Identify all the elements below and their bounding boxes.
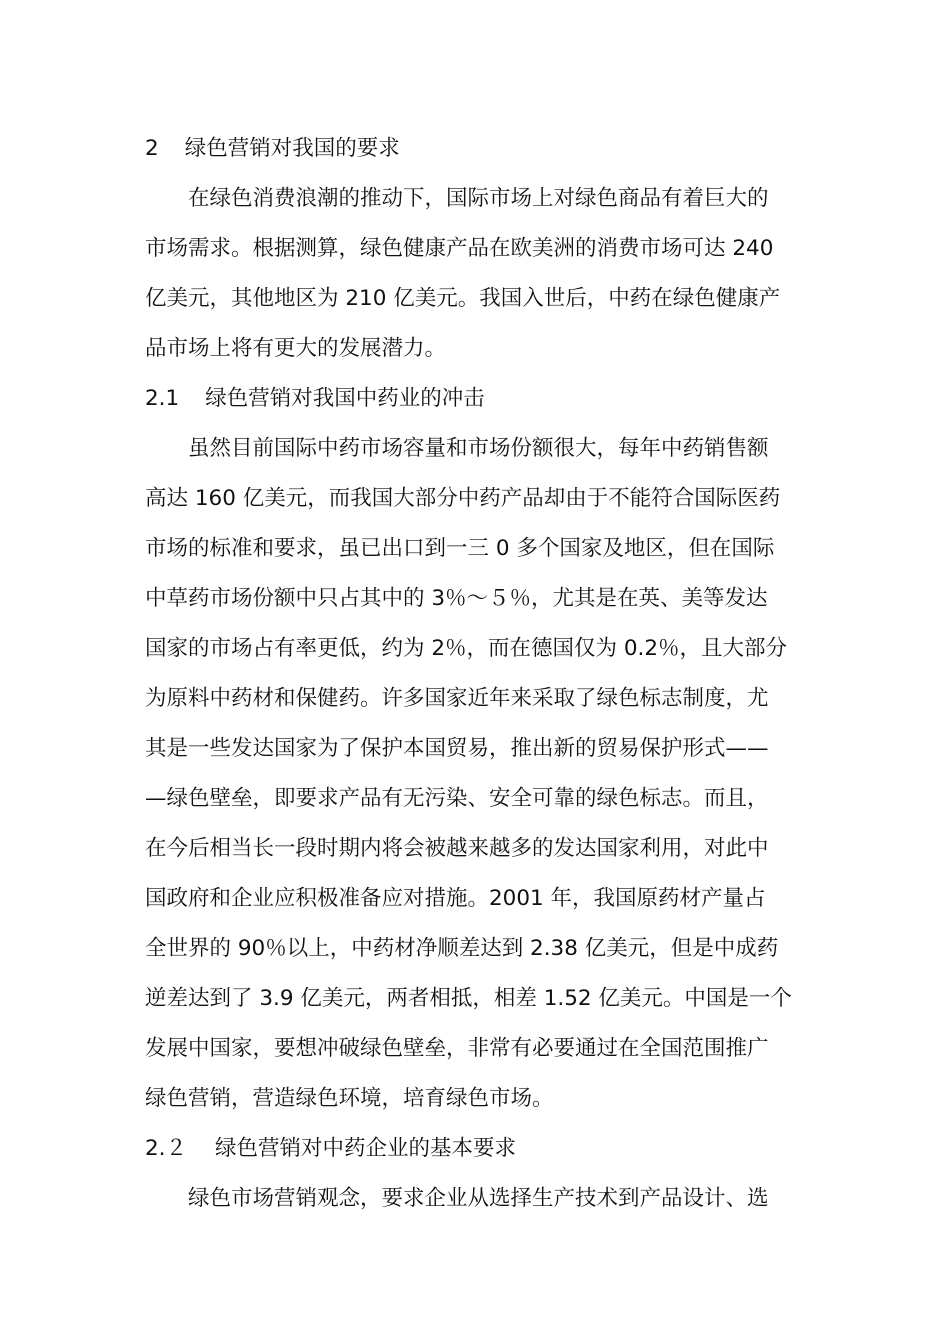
section-title: 绿色营销对我国中药业的冲击	[205, 386, 485, 411]
paragraph-line: 市场的标准和要求，虽已出口到一三 0 多个国家及地区，但在国际	[145, 536, 775, 561]
document-body	[145, 124, 810, 1224]
section-title: 绿色营销对我国的要求	[184, 136, 400, 161]
paragraph-line: 国家的市场占有率更低，约为 2％，而在德国仅为 0.2％，且大部分	[145, 636, 788, 661]
paragraph-line: 绿色营销，营造绿色环境，培育绿色市场。	[145, 1086, 554, 1111]
paragraph-line: 在今后相当长一段时期内将会被越来越多的发达国家利用，对此中	[145, 836, 769, 861]
paragraph-line: —绿色壁垒，即要求产品有无污染、安全可靠的绿色标志。而且，	[145, 786, 769, 811]
section-heading	[145, 374, 810, 424]
paragraph-line: 高达 160 亿美元，而我国大部分中药产品却由于不能符合国际医药	[145, 486, 781, 511]
paragraph-line: 中草药市场份额中只占其中的 3％～５％，尤其是在英、美等发达	[145, 586, 768, 611]
section-heading	[145, 1124, 810, 1174]
section-number: 2.２	[145, 1136, 188, 1161]
paragraph-line: 绿色市场营销观念，要求企业从选择生产技术到产品设计、选	[188, 1186, 769, 1211]
paragraph-line: 虽然目前国际中药市场容量和市场份额很大，每年中药销售额	[188, 436, 769, 461]
section-number: 2	[145, 136, 159, 161]
paragraph-line: 其是一些发达国家为了保护本国贸易，推出新的贸易保护形式——	[145, 736, 769, 761]
paragraph-line: 发展中国家，要想冲破绿色壁垒，非常有必要通过在全国范围推广	[145, 1036, 769, 1061]
paragraph-line: 在绿色消费浪潮的推动下，国际市场上对绿色商品有着巨大的	[188, 186, 769, 211]
section-number: 2.1	[145, 386, 180, 411]
paragraph-line: 全世界的 90％以上，中药材净顺差达到 2.38 亿美元，但是中成药	[145, 936, 779, 961]
paragraph-line: 国政府和企业应积极准备应对措施。2001 年，我国原药材产量占	[145, 886, 766, 911]
paragraph-line: 市场需求。根据测算，绿色健康产品在欧美洲的消费市场可达 240	[145, 236, 774, 261]
section-title: 绿色营销对中药企业的基本要求	[215, 1136, 517, 1161]
section-heading	[145, 124, 810, 174]
paragraph-line: 品市场上将有更大的发展潜力。	[145, 336, 447, 361]
paragraph-line: 逆差达到了 3.9 亿美元，两者相抵，相差 1.52 亿美元。中国是一个	[145, 986, 792, 1011]
paragraph-line: 亿美元，其他地区为 210 亿美元。我国入世后，中药在绿色健康产	[145, 286, 781, 311]
paragraph-line: 为原料中药材和保健药。许多国家近年来采取了绿色标志制度，尤	[145, 686, 769, 711]
